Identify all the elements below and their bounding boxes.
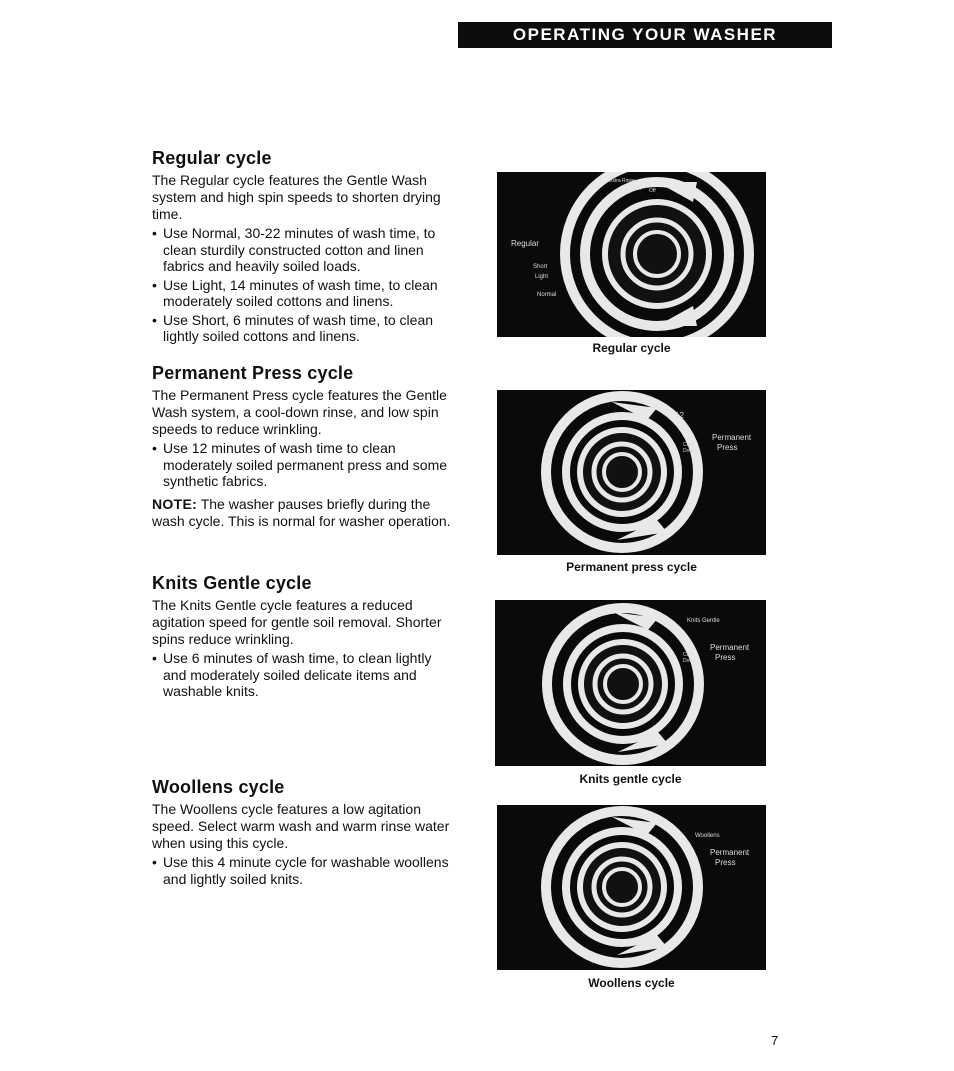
dial-label: Off — [649, 188, 656, 194]
regular-cycle-heading: Regular cycle — [152, 148, 272, 168]
knits-gentle-intro: The Knits Gentle cycle features a reduced agitation speed for gentle soil removal. Shorter spins reduce wrinkling. — [152, 597, 442, 647]
woollens-intro: The Woollens cycle features a low agitation speed. Select warm wash and warm rinse water when using this cycle. — [152, 801, 450, 851]
dial-label: Permanent — [710, 643, 750, 652]
dial-label: Press — [717, 443, 738, 452]
regular-cycle-bullets — [152, 225, 457, 345]
knits-gentle-caption: Knits gentle cycle — [579, 772, 682, 786]
dial-label: Permanent — [712, 433, 752, 442]
permanent-press-heading: Permanent Press cycle — [152, 363, 354, 383]
woollens-photo — [497, 805, 766, 970]
knits-gentle-bullets — [152, 650, 457, 700]
permanent-press-intro: The Permanent Press cycle features the Gentle Wash system, a cool-down rinse, and low spin speeds to reduce wrinkling. — [152, 387, 447, 437]
permanent-press-note — [152, 496, 457, 530]
dial-label: Extra Rinse — [609, 178, 635, 184]
regular-cycle-caption: Regular cycle — [592, 341, 671, 355]
regular-cycle-section — [152, 148, 457, 347]
dial-label: Permanent — [710, 848, 750, 857]
dial-label: Woollens — [695, 833, 720, 839]
permanent-press-dial-icon — [497, 390, 766, 555]
woollens-section — [152, 777, 457, 889]
regular-dial-icon — [497, 172, 766, 337]
note-label: NOTE: — [152, 495, 198, 512]
dial-label: Light — [535, 274, 549, 280]
woollens-bullets — [152, 854, 457, 887]
list-item: • Use Short, 6 minutes of wash time, to clean lightly soiled cottons and linens. — [152, 312, 457, 345]
list-item: • Use 6 minutes of wash time, to clean lightly and moderately soiled delicate items and washable knits. — [152, 650, 457, 700]
list-item: • Use Normal, 30-22 minutes of wash time, to clean sturdily constructed cotton and linen fabrics and heavily soiled loads. — [152, 225, 457, 275]
note-text: The washer pauses briefly during the wash cycle. This is normal for washer operation. — [152, 495, 451, 529]
dial-label: Press — [715, 653, 736, 662]
header-bar — [458, 22, 832, 48]
dial-label: Regular — [511, 239, 540, 248]
dial-label: Short — [533, 264, 548, 270]
woollens-caption: Woollens cycle — [588, 976, 675, 990]
knits-gentle-photo — [495, 600, 766, 766]
permanent-press-caption: Permanent press cycle — [566, 560, 697, 574]
dial-label: Cool — [683, 652, 694, 658]
dial-label: 12 — [675, 411, 684, 420]
dial-label: Spin — [631, 186, 642, 192]
woollens-dial-icon — [497, 805, 766, 970]
dial-label: Press — [715, 858, 736, 867]
dial-label: Knits Gentle — [687, 618, 720, 624]
permanent-press-section — [152, 363, 457, 530]
permanent-press-bullets — [152, 440, 457, 490]
knits-gentle-dial-icon — [495, 600, 766, 766]
dial-label: Down — [683, 658, 696, 664]
dial-label: Normal — [537, 292, 557, 298]
list-item: • Use 12 minutes of wash time to clean moderately soiled permanent press and some synthetic fabrics. — [152, 440, 457, 490]
page-number: 7 — [771, 1033, 779, 1048]
knits-gentle-section — [152, 573, 457, 702]
dial-label: Cool — [683, 442, 694, 448]
knits-gentle-heading: Knits Gentle cycle — [152, 573, 312, 593]
regular-cycle-photo — [497, 172, 766, 337]
permanent-press-photo — [497, 390, 766, 555]
list-item: • Use this 4 minute cycle for washable woollens and lightly soiled knits. — [152, 854, 457, 887]
woollens-heading: Woollens cycle — [152, 777, 285, 797]
list-item: • Use Light, 14 minutes of wash time, to clean moderately soiled cottons and linens. — [152, 277, 457, 310]
dial-label: Down — [683, 448, 696, 454]
regular-cycle-intro: The Regular cycle features the Gentle Wash system and high spin speeds to shorten drying time. — [152, 172, 441, 222]
page-header-title: OPERATING YOUR WASHER — [512, 25, 778, 44]
